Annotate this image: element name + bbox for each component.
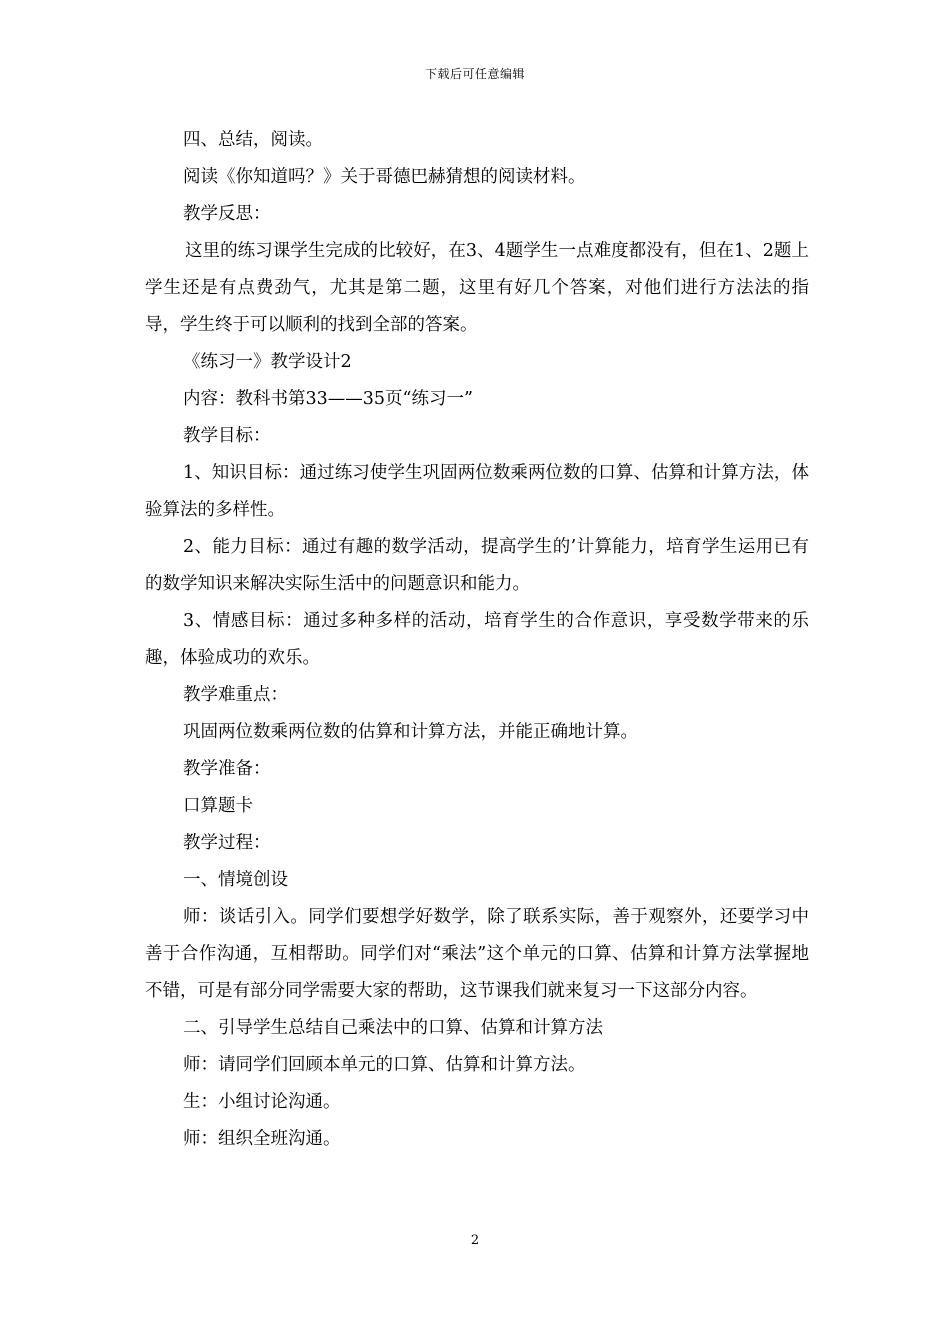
paragraph: 内容：教科书第33——35页“练习一” — [183, 389, 473, 409]
paragraph: 口算题卡 — [183, 796, 253, 816]
paragraph: 教学反思： — [183, 204, 271, 224]
document-body — [145, 122, 809, 1158]
paragraph: 师：请同学们回顾本单元的口算、估算和计算方法。 — [183, 1055, 586, 1075]
paragraph: 阅读《你知道吗？》关于哥德巴赫猜想的阅读材料。 — [183, 167, 586, 187]
paragraph: 3、情感目标：通过多种多样的活动，培育学生的合作意识，享受数学带来的乐趣，体验成功的欢乐。 — [145, 611, 809, 668]
paragraph: 教学目标： — [183, 426, 271, 446]
section-title: 《练习一》教学设计2 — [183, 352, 352, 372]
page-number: 2 — [470, 1233, 480, 1248]
paragraph: 师：谈话引入。同学们要想学好数学，除了联系实际，善于观察外，还要学习中善于合作沟通，互相帮助。同学们对“乘法”这个单元的口算、估算和计算方法掌握地不错，可是有部分同学需要大家的帮助，这节课我们就来复习一下这部分内容。 — [145, 907, 809, 1001]
paragraph: 教学过程： — [183, 833, 271, 853]
paragraph: 生：小组讨论沟通。 — [183, 1092, 341, 1112]
paragraph: 师：组织全班沟通。 — [183, 1129, 341, 1149]
paragraph: 教学准备： — [183, 759, 271, 779]
paragraph: 巩固两位数乘两位数的估算和计算方法，并能正确地计算。 — [183, 722, 638, 742]
paragraph: 教学难重点： — [183, 685, 288, 705]
paragraph: 四、总结，阅读。 — [183, 130, 323, 150]
paragraph: 这里的练习课学生完成的比较好，在3、4题学生一点难度都没有，但在1、2题上学生还是有点费劲气，尤其是第二题，这里有好几个答案，对他们进行方法法的指导，学生终于可以顺利的找到全部的答案。 — [145, 241, 809, 335]
paragraph: 一、情境创设 — [183, 870, 288, 890]
page-header: 下载后可任意编辑 — [424, 67, 525, 81]
paragraph: 二、引导学生总结自己乘法中的口算、估算和计算方法 — [183, 1018, 603, 1038]
paragraph: 1、知识目标：通过练习使学生巩固两位数乘两位数的口算、估算和计算方法，体验算法的多样性。 — [145, 463, 809, 520]
paragraph: 2、能力目标：通过有趣的数学活动，提高学生的’计算能力，培育学生运用已有的数学知识来解决实际生活中的问题意识和能力。 — [145, 537, 809, 594]
